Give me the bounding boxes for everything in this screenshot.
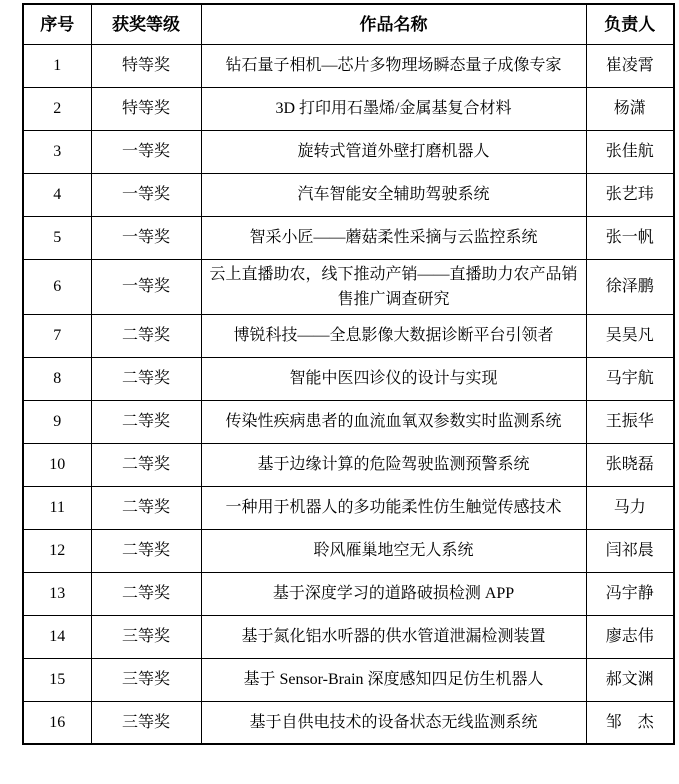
cell-leader: 张晓磊 [586,443,674,486]
cell-level: 一等奖 [91,130,201,173]
table-row [23,130,674,173]
cell-level: 二等奖 [91,572,201,615]
cell-level: 三等奖 [91,615,201,658]
cell-title: 基于边缘计算的危险驾驶监测预警系统 [201,443,586,486]
cell-no: 12 [23,529,91,572]
cell-level: 特等奖 [91,87,201,130]
cell-leader: 崔凌霄 [586,44,674,87]
cell-level: 二等奖 [91,314,201,357]
cell-title: 汽车智能安全辅助驾驶系统 [201,173,586,216]
cell-title: 基于氮化铝水听器的供水管道泄漏检测装置 [201,615,586,658]
cell-level: 一等奖 [91,216,201,259]
cell-no: 6 [23,259,91,314]
cell-no: 1 [23,44,91,87]
table-row [23,216,674,259]
cell-title: 旋转式管道外壁打磨机器人 [201,130,586,173]
cell-level: 特等奖 [91,44,201,87]
cell-level: 一等奖 [91,259,201,314]
cell-level: 二等奖 [91,357,201,400]
table-row [23,173,674,216]
table-row [23,658,674,701]
cell-leader: 闫祁晨 [586,529,674,572]
table-row [23,357,674,400]
table-row [23,400,674,443]
cell-leader: 张艺玮 [586,173,674,216]
cell-title: 智采小匠——蘑菇柔性采摘与云监控系统 [201,216,586,259]
cell-no: 5 [23,216,91,259]
header-cell-level: 获奖等级 [91,4,201,44]
cell-level: 二等奖 [91,400,201,443]
cell-leader: 吴昊凡 [586,314,674,357]
table-row [23,314,674,357]
cell-title: 智能中医四诊仪的设计与实现 [201,357,586,400]
header-row [23,4,674,44]
cell-no: 7 [23,314,91,357]
cell-title: 云上直播助农，线下推动产销——直播助力农产品销售推广调查研究 [201,259,586,314]
table-body [23,44,674,744]
cell-title: 博锐科技——全息影像大数据诊断平台引领者 [201,314,586,357]
header-cell-leader: 负责人 [586,4,674,44]
cell-leader: 张佳航 [586,130,674,173]
table-row [23,443,674,486]
cell-title: 一种用于机器人的多功能柔性仿生触觉传感技术 [201,486,586,529]
cell-title: 钻石量子相机—芯片多物理场瞬态量子成像专家 [201,44,586,87]
cell-level: 一等奖 [91,173,201,216]
cell-no: 9 [23,400,91,443]
cell-level: 二等奖 [91,529,201,572]
cell-leader: 廖志伟 [586,615,674,658]
header-cell-title: 作品名称 [201,4,586,44]
cell-level: 二等奖 [91,443,201,486]
cell-leader: 徐泽鹏 [586,259,674,314]
cell-title: 聆风雁巢地空无人系统 [201,529,586,572]
cell-leader: 王振华 [586,400,674,443]
table-row [23,259,674,314]
cell-no: 8 [23,357,91,400]
cell-title: 3D 打印用石墨烯/金属基复合材料 [201,87,586,130]
table-row [23,87,674,130]
cell-title: 传染性疾病患者的血流血氧双参数实时监测系统 [201,400,586,443]
cell-leader: 马力 [586,486,674,529]
table-row [23,486,674,529]
cell-title: 基于深度学习的道路破损检测 APP [201,572,586,615]
cell-leader: 冯宇静 [586,572,674,615]
cell-level: 三等奖 [91,701,201,744]
cell-no: 14 [23,615,91,658]
cell-leader: 张一帆 [586,216,674,259]
table-row [23,529,674,572]
cell-no: 15 [23,658,91,701]
cell-no: 3 [23,130,91,173]
cell-no: 2 [23,87,91,130]
cell-no: 13 [23,572,91,615]
cell-no: 16 [23,701,91,744]
cell-no: 4 [23,173,91,216]
cell-no: 11 [23,486,91,529]
awards-table [22,3,675,745]
cell-leader: 邹 杰 [586,701,674,744]
cell-level: 三等奖 [91,658,201,701]
header-cell-no: 序号 [23,4,91,44]
table-row [23,572,674,615]
table-row [23,44,674,87]
cell-no: 10 [23,443,91,486]
cell-leader: 马宇航 [586,357,674,400]
table-row [23,701,674,744]
cell-title: 基于 Sensor-Brain 深度感知四足仿生机器人 [201,658,586,701]
table-header [23,4,674,44]
cell-title: 基于自供电技术的设备状态无线监测系统 [201,701,586,744]
cell-leader: 杨潇 [586,87,674,130]
cell-level: 二等奖 [91,486,201,529]
table-row [23,615,674,658]
cell-leader: 郝文渊 [586,658,674,701]
